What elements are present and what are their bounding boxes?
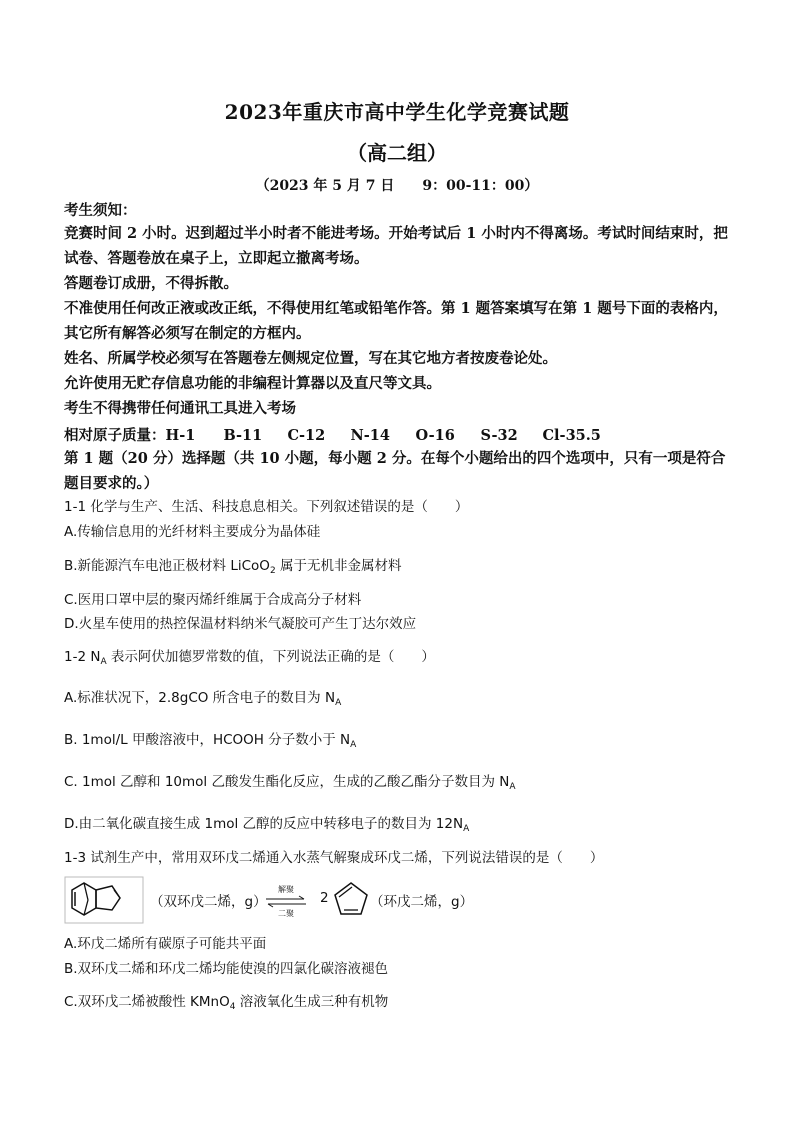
atomic-mass-n: N-14	[350, 427, 390, 444]
question-1-1-option-a: A.传输信息用的光纤材料主要成分为晶体硅	[64, 524, 321, 540]
notice-heading: 考生须知：	[64, 202, 137, 219]
question-1-3-stem: 1-3 试剂生产中，常用双环戊二烯通入水蒸气解聚成环戊二烯，下列说法错误的是（ ）	[64, 850, 604, 866]
question-1-1-option-c: C.医用口罩中层的聚丙烯纤维属于合成高分子材料	[64, 592, 362, 608]
reaction-equation	[64, 876, 484, 924]
question-1-3-option-c: C.双环戊二烯被酸性 KMnO$_4$ 溶液氧化生成三种有机物	[64, 994, 389, 1012]
question-1-3-option-b: B.双环戊二烯和环戊二烯均能使溴的四氯化碳溶液褪色	[64, 961, 389, 977]
page-subtitle: （高二组）	[347, 141, 447, 165]
atomic-mass-cl: Cl-35.5	[542, 427, 601, 444]
question-1-1-option-d: D.火星车使用的热控保温材料纳米气凝胶可产生丁达尔效应	[64, 616, 417, 632]
reaction-right-label: （环戊二烯，g）	[370, 894, 474, 910]
reaction-coefficient: 2	[320, 890, 329, 906]
question-1-2-option-a: A.标准状况下，2.8gCO 所含电子的数目为 $N_A$	[64, 690, 342, 708]
page-title: 2023年重庆市高中学生化学竞赛试题	[224, 100, 570, 124]
question-1-2-option-c: C. 1mol 乙醇和 10mol 乙酸发生酯化反应，生成的乙酸乙酯分子数目为 $N_A$	[64, 774, 516, 792]
question-1-2-stem: 1-2 $N_A$ 表示阿伏加德罗常数的值，下列说法正确的是（ ）	[64, 649, 435, 667]
atomic-mass-o: O-16	[415, 427, 455, 444]
atomic-mass-label: 相对原子质量：	[64, 427, 166, 444]
dicyclopentadiene-structure	[64, 876, 144, 924]
notice-rule-4: 姓名、所属学校必须写在答题卷左侧规定位置，写在其它地方者按废卷论处。	[64, 350, 557, 367]
notice-rule-5: 允许使用无贮存信息功能的非编程计算器以及直尺等文具。	[64, 375, 441, 392]
arrow-top-label: 解聚	[278, 885, 294, 894]
cyclopentadiene-structure	[330, 879, 372, 921]
question-1-3-option-a: A.环戊二烯所有碳原子可能共平面	[64, 936, 267, 952]
notice-rule-2: 答题卷订成册，不得拆散。	[64, 275, 238, 292]
atomic-masses	[64, 424, 601, 445]
question-1-1-option-b: B.新能源汽车电池正极材料 LiCoO$_2$ 属于无机非金属材料	[64, 558, 402, 576]
equilibrium-arrow	[264, 884, 308, 918]
section-heading: 第 1 题（20 分）选择题（共 10 小题，每小题 2 分。在每个小题给出的四个选项中，只有一项是符合题目要求的。）	[64, 450, 726, 492]
question-1-2-option-b: B. 1mol/L 甲酸溶液中，HCOOH 分子数小于 $N_A$	[64, 732, 357, 750]
question-1-1-stem: 1-1 化学与生产、生活、科技息息相关。下列叙述错误的是（ ）	[64, 499, 469, 515]
notice-rule-3: 不准使用任何改正液或改正纸，不得使用红笔或铅笔作答。第 1 题答案填写在第 1 题号下面的表格内，其它所有解答必须写在制定的方框内。	[64, 300, 728, 342]
arrow-bottom-label: 二聚	[278, 909, 294, 918]
atomic-mass-s: S-32	[480, 427, 518, 444]
atomic-mass-c: C-12	[287, 427, 326, 444]
equilibrium-arrow-icon	[264, 895, 308, 909]
notice-rule-6: 考生不得携带任何通讯工具进入考场	[64, 400, 296, 417]
notice-rule-1: 竞赛时间 2 小时。迟到超过半小时者不能进考场。开始考试后 1 小时内不得离场。考试时间结束时，把试卷、答题卷放在桌子上，立即起立撤离考场。	[64, 225, 728, 267]
question-1-2-option-d: D.由二氧化碳直接生成 1mol 乙醇的反应中转移电子的数目为 $12N_A$	[64, 816, 470, 834]
atomic-mass-b: B-11	[223, 427, 263, 444]
reaction-left-label: （双环戊二烯，g）	[150, 894, 267, 910]
exam-date: （2023 年 5 月 7 日 9：00-11：00）	[255, 178, 539, 194]
atomic-mass-h: H-1	[165, 427, 196, 444]
